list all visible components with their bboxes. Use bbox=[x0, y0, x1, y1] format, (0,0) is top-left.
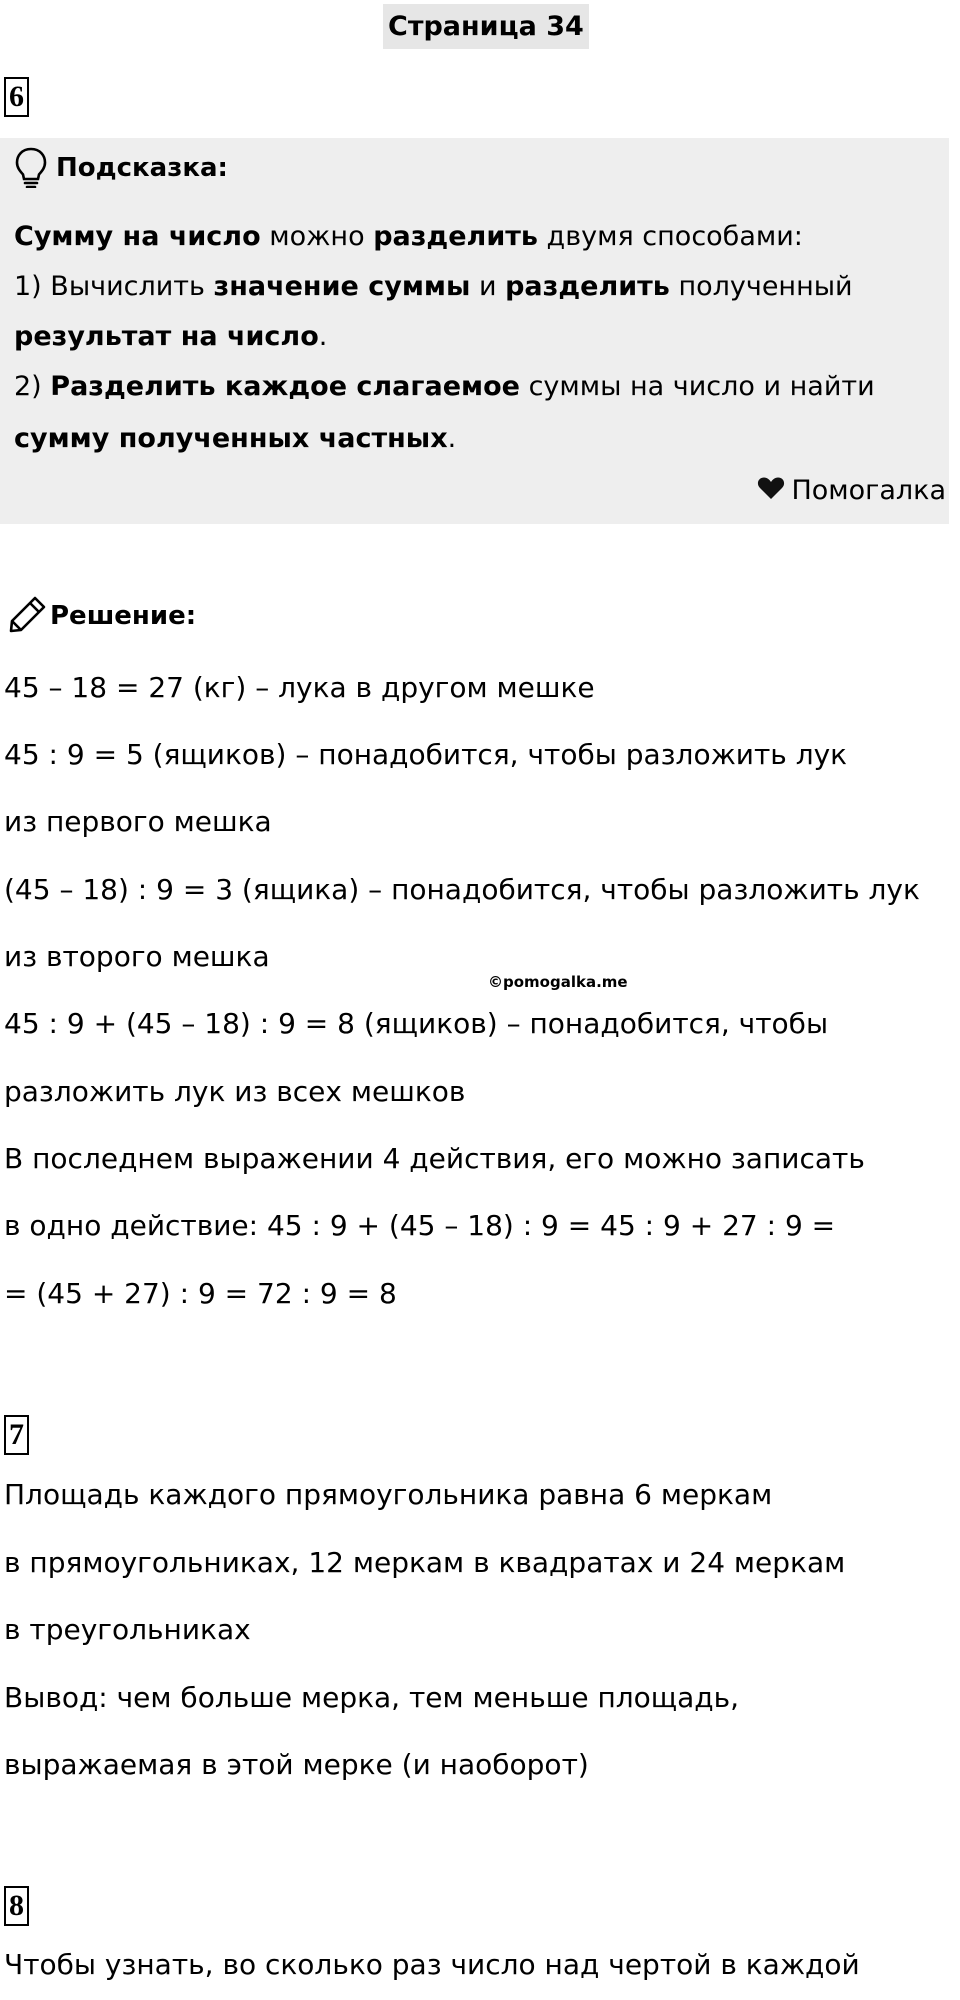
solution-line-4: (45 – 18) : 9 = 3 (ящика) – понадобится, чтобы разложить лук bbox=[4, 873, 920, 906]
hint-line-4: 2) Разделить каждое слагаемое суммы на число и найти bbox=[14, 371, 875, 402]
task8-line-1: Чтобы узнать, во сколько раз число над чертой в каждой bbox=[4, 1948, 860, 1981]
hint-line-5: сумму полученных частных. bbox=[14, 423, 457, 454]
solution-line-5: из второго мешка bbox=[4, 940, 270, 973]
solution-line-6: 45 : 9 + (45 – 18) : 9 = 8 (ящиков) – понадобится, чтобы bbox=[4, 1007, 829, 1040]
task7-line-5: выражаемая в этой мерке (и наоборот) bbox=[4, 1748, 589, 1781]
pencil-icon bbox=[8, 594, 48, 634]
task7-line-4: Вывод: чем больше мерка, тем меньше площадь, bbox=[4, 1681, 740, 1714]
solution-line-2: 45 : 9 = 5 (ящиков) – понадобится, чтобы разложить лук bbox=[4, 738, 848, 771]
solution-line-1: 45 – 18 = 27 (кг) – лука в другом мешке bbox=[4, 671, 595, 704]
solution-line-8: В последнем выражении 4 действия, его можно записать bbox=[4, 1142, 865, 1175]
hint-line-3: результат на число. bbox=[14, 321, 328, 352]
credit bbox=[757, 471, 946, 512]
task7-line-1: Площадь каждого прямоугольника равна 6 меркам bbox=[4, 1478, 773, 1511]
watermark: ©pomogalka.me bbox=[488, 973, 628, 991]
lightbulb-icon bbox=[14, 146, 48, 188]
solution-title: Решение: bbox=[50, 601, 197, 631]
page-title: Страница 34 bbox=[383, 4, 589, 49]
credit-label: Помогалка bbox=[791, 475, 946, 506]
solution-line-9: в одно действие: 45 : 9 + (45 – 18) : 9 = 45 : 9 + 27 : 9 = bbox=[4, 1209, 836, 1242]
hint-title: Подсказка: bbox=[56, 153, 228, 183]
task7-line-3: в треугольниках bbox=[4, 1613, 251, 1646]
solution-line-3: из первого мешка bbox=[4, 805, 272, 838]
hint-line-2: 1) Вычислить значение суммы и разделить полученный bbox=[14, 271, 853, 302]
task-number-7: 7 bbox=[4, 1415, 29, 1455]
solution-line-7: разложить лук из всех мешков bbox=[4, 1075, 466, 1108]
task7-line-2: в прямоугольниках, 12 меркам в квадратах и 24 меркам bbox=[4, 1546, 846, 1579]
task-number-8: 8 bbox=[4, 1886, 29, 1926]
solution-line-10: = (45 + 27) : 9 = 72 : 9 = 8 bbox=[4, 1277, 397, 1310]
hint-line-1: Сумму на число можно разделить двумя способами: bbox=[14, 221, 803, 252]
heart-icon bbox=[757, 472, 785, 512]
task-number-6: 6 bbox=[4, 77, 29, 117]
